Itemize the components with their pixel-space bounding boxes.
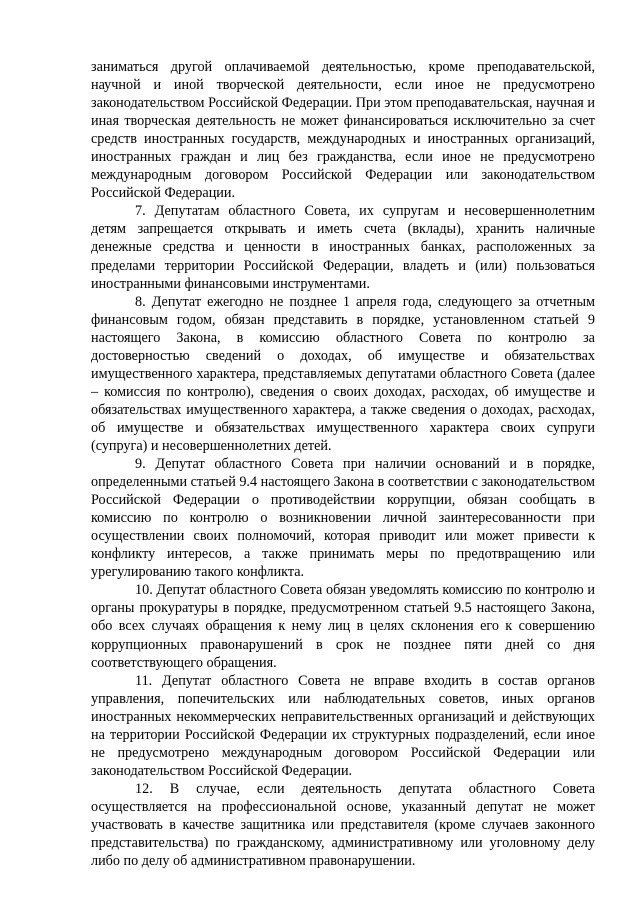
paragraph-item-7: 7. Депутатам областного Совета, их супругам и несовершеннолетним детям запрещается открывать и иметь счета (вклады), хранить наличные денежные средства и ценности в иностранных банках, расположенных за пределами территории Российской Федерации, владеть и (или) пользоваться иностранными финансовыми инструментами. — [91, 203, 595, 292]
paragraph-item-12: 12. В случае, если деятельность депутата областного Совета осуществляется на профессиональной основе, указанный депутат не может участвовать в качестве защитника или представителя (кроме случаев законного представительства) по гражданскому, административному или уголовному делу либо по делу об административном правонарушении. — [91, 780, 595, 870]
paragraph-item-9: 9. Депутат областного Совета при наличии оснований и в порядке, определенными статьей 9.4 настоящего Закона в соответствии с законодательством Российской Федерации о противодействии коррупции, обязан сообщать в комиссию по контролю о возникновении личной заинтересованности при осуществлении своих полномочий, которая приводит или может привести к конфликту интересов, а также принимать меры по предотвращению или урегулированию такого конфликта. — [91, 456, 595, 581]
paragraph-continuation: заниматься другой оплачиваемой деятельностью, кроме преподавательской, научной и иной творческой деятельности, если иное не предусмотрено законодательством Российской Федерации. При этом преподавательская, научная и иная творческая деятельность не может финансироваться исключительно за счет средств иностранных государств, международных и иностранных организаций, иностранных граждан и лиц без гражданства, если иное не предусмотрено международным договором Российской Федерации или законодательством Российской Федерации. — [91, 59, 595, 202]
paragraph-item-10: 10. Депутат областного Совета обязан уведомлять комиссию по контролю и органы прокуратуры в порядке, предусмотренном статьей 9.5 настоящего Закона, обо всех случаях обращения к нему лиц в целях склонения его к совершению коррупционных правонарушений в срок не позднее пяти дней со дня соответствующего обращения. — [91, 582, 595, 671]
document-body — [91, 58, 595, 870]
paragraph-item-8: 8. Депутат ежегодно не позднее 1 апреля года, следующего за отчетным финансовым годом, обязан представить в порядке, установленном статьей 9 настоящего Закона, в комиссию областного Совета по контролю за достоверностью сведений о доходах, об имуществе и обязательствах имущественного характера, представляемых депутатами областного Совета (далее – комиссия по контролю), сведения о своих доходах, расходах, об имуществе и обязательствах имущественного характера, а также сведения о доходах, расходах, об имуществе и обязательствах имущественного характера своих супруги (супруга) и несовершеннолетних детей. — [91, 293, 595, 454]
paragraph-item-11: 11. Депутат областного Совета не вправе входить в состав органов управления, попечительских или наблюдательных советов, иных органов иностранных некоммерческих неправительственных организаций и действующих на территории Российской Федерации их структурных подразделений, если иное не предусмотрено международным договором Российской Федерации или законодательством Российской Федерации. — [91, 672, 595, 779]
